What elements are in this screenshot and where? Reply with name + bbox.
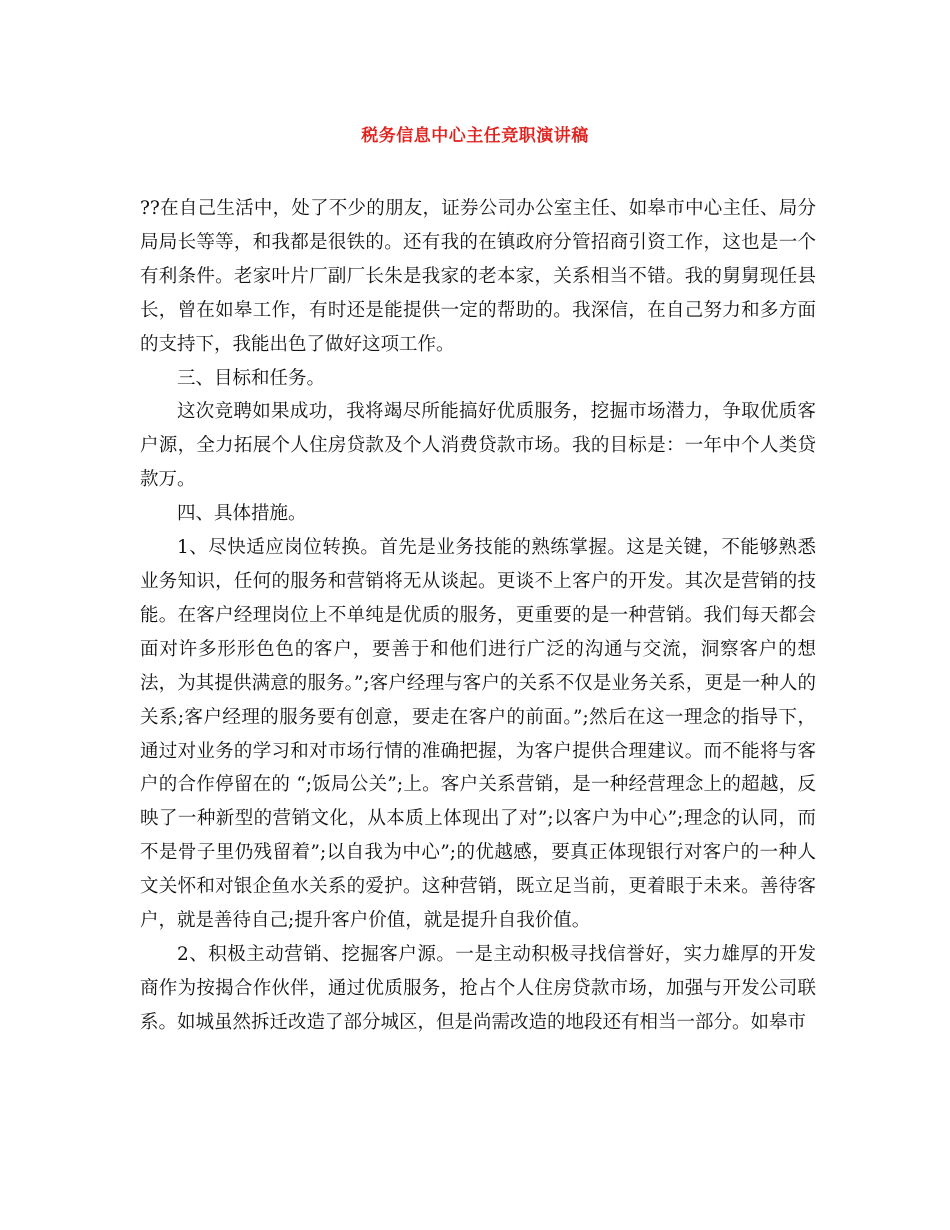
document-title: 税务信息中心主任竞职演讲稿 — [361, 126, 589, 146]
section-heading: 三、目标和任务。 — [177, 367, 326, 389]
document-body — [140, 192, 816, 1040]
paragraph: 2、积极主动营销、挖掘客户源。一是主动积极寻找信誉好，实力雄厚的开发商作为按揭合作伙伴，通过优质服务，抢占个人住房贷款市场，加强与开发公司联系。如城虽然拆迁改造了部分城区，但是尚需改造的地段还有相当一部分。如皋市 — [140, 943, 816, 1033]
section-heading: 四、具体措施。 — [177, 503, 307, 525]
paragraph: 1、尽快适应岗位转换。首先是业务技能的熟练掌握。这是关键，不能够熟悉业务知识，任何的服务和营销将无从谈起。更谈不上客户的开发。其次是营销的技能。在客户经理岗位上不单纯是优质的服务，更重要的是一种营销。我们每天都会面对许多形形色色的客户，要善于和他们进行广泛的沟通与交流，洞察客户的想法，为其提供满意的服务。”;客户经理与客户的关系不仅是业务关系，更是一种人的关系;客户经理的服务要有创意，要走在客户的前面。”;然后在这一理念的指导下，通过对业务的学习和对市场行情的准确把握，为客户提供合理建议。而不能将与客户的合作停留在的 “;饭局公关”;上。客户关系营销，是一种经营理念上的超越，反映了一种新型的营销文化，从本质上体现出了对”;以客户为中心”;理念的认同，而不是骨子里仍残留着”;以自我为中心”;的优越感，要真正体现银行对客户的一种人文关怀和对银企鱼水关系的爱护。这种营销，既立足当前，更着眼于未来。善待客户，就是善待自己;提升客户价值，就是提升自我价值。 — [140, 537, 816, 932]
paragraph: ??在自己生活中，处了不少的朋友，证券公司办公室主任、如皋市中心主任、局分局局长等等，和我都是很铁的。还有我的在镇政府分管招商引资工作，这也是一个有利条件。老家叶片厂副厂长朱是我家的老本家，关系相当不错。我的舅舅现任县长，曾在如皋工作，有时还是能提供一定的帮助的。我深信，在自己努力和多方面的支持下，我能出色了做好这项工作。 — [140, 198, 816, 355]
paragraph: 这次竞聘如果成功，我将竭尽所能搞好优质服务，挖掘市场潜力，争取优质客户源，全力拓展个人住房贷款及个人消费贷款市场。我的目标是：一年中个人类贷款万。 — [140, 401, 816, 491]
